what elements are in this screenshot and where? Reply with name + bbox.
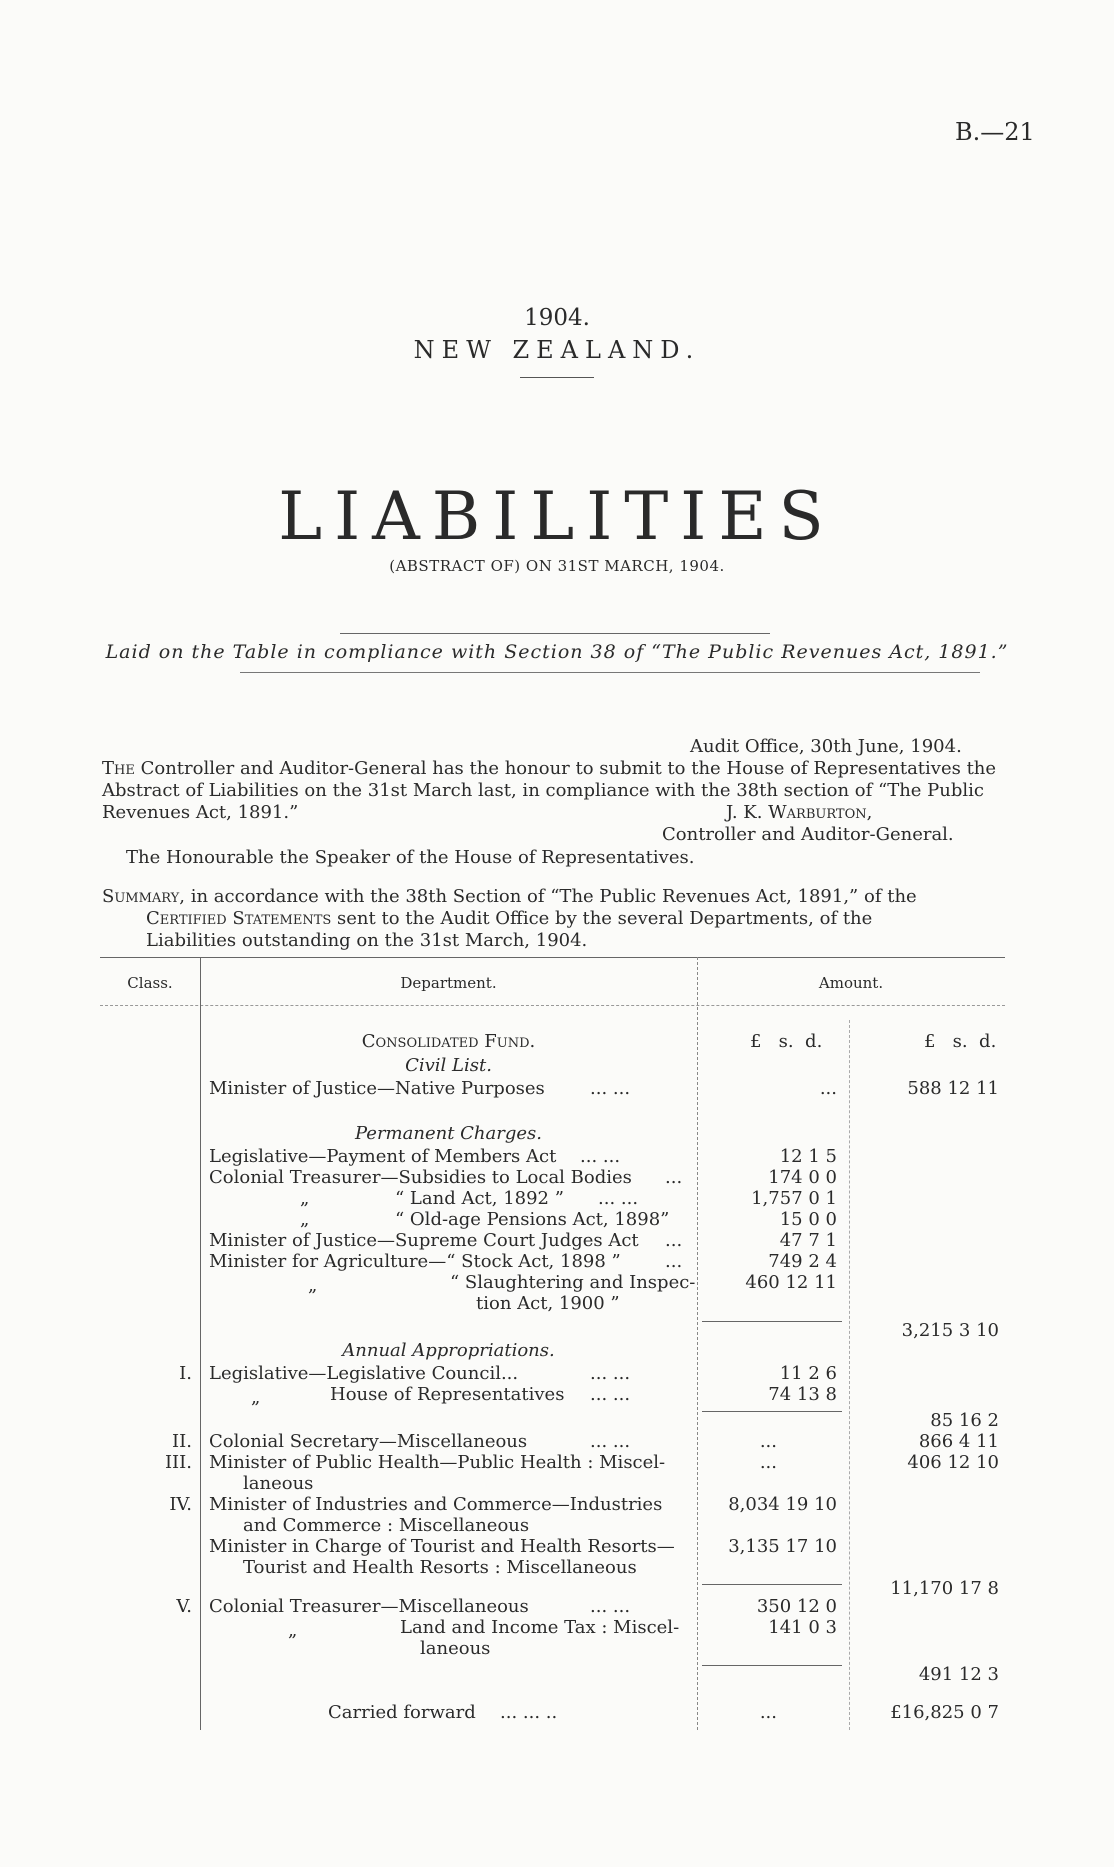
summary-line-2-rest: sent to the Audit Office by the several Departments, of the — [337, 908, 873, 929]
row-total: 866 4 11 — [918, 1431, 999, 1452]
row-dots: ... — [665, 1230, 683, 1251]
row-amount: 8,034 19 10 — [728, 1494, 837, 1515]
table-row-continued: tion Act, 1900 ” — [476, 1293, 620, 1314]
summary-text: in accordance with the 38th Section of “The Public Revenues Act, 1891,” of the — [190, 886, 917, 907]
ditto-mark: „ — [300, 1209, 310, 1230]
row-amount: 749 2 4 — [768, 1251, 837, 1272]
place-date: Audit Office, 30th June, 1904. — [690, 736, 962, 757]
divider — [240, 672, 980, 673]
row-dots: ... — [665, 1251, 683, 1272]
row-amount: 15 0 0 — [779, 1209, 837, 1230]
table-row: Colonial Treasurer—Subsidies to Local Bodies — [209, 1167, 632, 1188]
class-numeral: V. — [176, 1596, 192, 1617]
row-amount: 47 7 1 — [779, 1230, 837, 1251]
class-numeral: III. — [164, 1452, 192, 1473]
ditto-mark: „ — [300, 1188, 310, 1209]
table-row: Colonial Secretary—Miscellaneous — [209, 1431, 528, 1452]
country-heading: NEW ZEALAND. — [413, 336, 701, 364]
table-row: “ Land Act, 1892 ” — [395, 1188, 564, 1209]
ditto-mark: „ — [251, 1387, 261, 1408]
table-header-rule — [100, 1005, 1005, 1006]
header-department: Department. — [400, 974, 497, 992]
class-numeral: IV. — [169, 1494, 192, 1515]
row-amount: 1,757 0 1 — [751, 1188, 837, 1209]
table-row: Minister for Agriculture—“ Stock Act, 1898 ” — [209, 1251, 621, 1272]
divider — [520, 377, 594, 378]
row-total: 588 12 11 — [907, 1078, 999, 1099]
letter-text: Controller and Auditor-General has the honour to submit to the House of Representatives the — [140, 758, 997, 779]
row-amount: ... — [819, 1078, 837, 1099]
subtotal-permanent: 3,215 3 10 — [901, 1320, 999, 1341]
subtotal-legislative: 85 16 2 — [930, 1410, 999, 1431]
summary-line-2 — [146, 908, 872, 930]
table-row-continued: laneous — [243, 1473, 314, 1494]
table-row: Minister in Charge of Tourist and Health Resorts— — [209, 1536, 675, 1557]
row-dots: ... ... — [580, 1146, 621, 1167]
row-dots: ... — [665, 1167, 683, 1188]
subtotal-iv: 11,170 17 8 — [890, 1578, 999, 1599]
table-row: Land and Income Tax : Miscel- — [400, 1617, 680, 1638]
row-total: 406 12 10 — [907, 1452, 999, 1473]
subtotal-rule — [702, 1321, 842, 1322]
row-amount: ... — [759, 1702, 777, 1723]
divider — [340, 633, 770, 634]
row-amount: 12 1 5 — [779, 1146, 837, 1167]
row-dots: ... ... — [590, 1596, 631, 1617]
row-amount: 174 0 0 — [768, 1167, 837, 1188]
fund-heading: Consolidated Fund. — [361, 1031, 536, 1052]
currency-header-2: £ s. d. — [924, 1031, 997, 1052]
table-row: Minister of Industries and Commerce—Industries — [209, 1494, 663, 1515]
carried-forward-total: £16,825 0 7 — [890, 1702, 999, 1723]
row-dots: ... ... — [598, 1188, 639, 1209]
permanent-heading: Permanent Charges. — [355, 1123, 542, 1144]
page-title: LIABILITIES — [278, 478, 836, 555]
addressee: The Honourable the Speaker of the House of Representatives. — [126, 847, 695, 868]
row-amount: 350 12 0 — [756, 1596, 837, 1617]
table-row: “ Slaughtering and Inspec- — [450, 1272, 696, 1293]
signatory: J. K. Warburton, — [726, 802, 873, 823]
table-top-rule — [100, 957, 1005, 958]
letter-line-1 — [102, 758, 1007, 780]
subtotal-v: 491 12 3 — [918, 1664, 999, 1685]
row-amount: 141 0 3 — [768, 1617, 837, 1638]
table-row: Colonial Treasurer—Miscellaneous — [209, 1596, 529, 1617]
laid-on-table-note: Laid on the Table in compliance with Section 38 of “The Public Revenues Act, 1891.” — [105, 641, 1009, 663]
table-row: “ Old-age Pensions Act, 1898” — [395, 1209, 670, 1230]
table-row: Legislative—Legislative Council... — [209, 1363, 519, 1384]
header-amount: Amount. — [818, 974, 884, 992]
letter-line-2: Abstract of Liabilities on the 31st March last, in compliance with the 38th section of “The Public — [102, 780, 984, 801]
table-row: Minister of Justice—Supreme Court Judges Act — [209, 1230, 639, 1251]
carried-forward-label: Carried forward — [328, 1702, 476, 1723]
ditto-mark: „ — [308, 1275, 318, 1296]
document-year: 1904. — [524, 305, 590, 331]
row-amount: 74 13 8 — [768, 1384, 837, 1405]
row-amount: ... — [759, 1452, 777, 1473]
document-reference: B.—21 — [955, 118, 1035, 146]
signatory-title: Controller and Auditor-General. — [662, 824, 954, 845]
table-row: Legislative—Payment of Members Act — [209, 1146, 557, 1167]
letter-line-3: Revenues Act, 1891.” — [102, 802, 299, 823]
table-row: Minister of Public Health—Public Health : Miscel- — [209, 1452, 666, 1473]
subtotal-rule — [702, 1584, 842, 1585]
class-numeral: I. — [179, 1363, 192, 1384]
row-dots: ... ... .. — [500, 1702, 558, 1723]
table-row-continued: laneous — [420, 1638, 491, 1659]
row-amount: 11 2 6 — [779, 1363, 837, 1384]
table-row-continued: and Commerce : Miscellaneous — [243, 1515, 530, 1536]
subtotal-rule — [702, 1665, 842, 1666]
row-dots: ... ... — [590, 1078, 631, 1099]
row-amount: ... — [759, 1431, 777, 1452]
summary-line-1 — [102, 886, 917, 908]
currency-header-1: £ s. d. — [750, 1031, 823, 1052]
row-dots: ... ... — [590, 1363, 631, 1384]
column-rule-amount — [849, 1020, 850, 1730]
row-amount: 460 12 11 — [745, 1272, 837, 1293]
summary-line-3: Liabilities outstanding on the 31st March, 1904. — [146, 930, 588, 951]
summary-lead: Summary, — [102, 886, 185, 907]
letter-lead: The — [102, 758, 135, 779]
annual-heading: Annual Appropriations. — [342, 1340, 555, 1361]
class-numeral: II. — [172, 1431, 192, 1452]
subtotal-rule — [702, 1411, 842, 1412]
header-class: Class. — [127, 974, 173, 992]
row-dots: ... ... — [590, 1384, 631, 1405]
table-row: House of Representatives — [330, 1384, 565, 1405]
page-subtitle: (ABSTRACT OF) ON 31ST MARCH, 1904. — [389, 557, 725, 575]
civil-list-heading: Civil List. — [405, 1055, 492, 1076]
ditto-mark: „ — [288, 1620, 298, 1641]
certified-statements: Certified Statements — [146, 908, 332, 929]
row-dots: ... ... — [590, 1431, 631, 1452]
row-amount: 3,135 17 10 — [728, 1536, 837, 1557]
table-row-continued: Tourist and Health Resorts : Miscellaneous — [243, 1557, 637, 1578]
table-row: Minister of Justice—Native Purposes — [209, 1078, 545, 1099]
